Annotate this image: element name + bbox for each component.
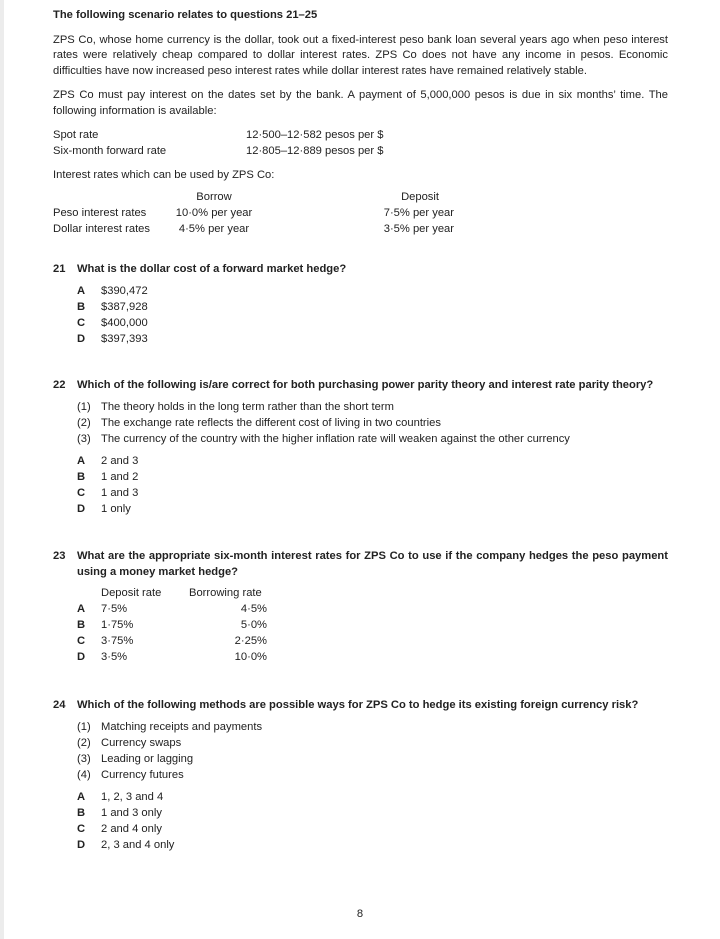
borrow-rate: 4·5% per year	[178, 222, 250, 235]
answer-option-d[interactable]: D 2, 3 and 4 only	[77, 838, 175, 851]
deposit-rate: 3·5% per year	[383, 222, 454, 235]
question-number: 23	[53, 550, 66, 562]
question-text: What are the appropriate six-month interest rates for ZPS Co to use if the company hedges the peso payment using a money market hedge?	[77, 550, 668, 578]
answer-option-d[interactable]: D 1 only	[77, 502, 131, 515]
question-title	[53, 262, 668, 278]
answer-option-a[interactable]: A $390,472	[77, 284, 148, 297]
statement-item: (4) Currency futures	[77, 768, 184, 781]
statement-item: (2) Currency swaps	[77, 736, 182, 749]
rate-value: 12·805–12·889 pesos per $	[246, 145, 384, 157]
answer-option-c[interactable]: C $400,000	[77, 316, 148, 329]
interest-rate-row	[53, 206, 668, 222]
page-left-edge	[0, 0, 4, 939]
answer-option-d[interactable]: D 3·5% 10·0%	[77, 651, 267, 663]
question-number: 21	[53, 263, 66, 275]
deposit-header: Deposit	[401, 190, 439, 203]
answer-option-a[interactable]: A 1, 2, 3 and 4	[77, 790, 164, 803]
question-24	[53, 698, 668, 854]
answer-option-b[interactable]: B 1 and 3 only	[77, 806, 162, 819]
question-title	[53, 549, 668, 580]
rate-value: 12·500–12·582 pesos per $	[246, 129, 384, 141]
answer-option-b[interactable]: B 1·75% 5·0%	[77, 619, 267, 631]
scenario-paragraph-1: ZPS Co, whose home currency is the dollar, took out a fixed-interest peso bank loan several years ago when peso interest rates were relatively cheap compared to dollar interest rates. ZPS Co does not have any income in pesos. Economic difficulties have now increased peso interest rates while dollar interest rates have remained relatively stable.	[53, 33, 668, 77]
answer-option-c[interactable]: C 1 and 3	[77, 486, 139, 499]
question-23	[53, 549, 668, 666]
scenario-paragraph-2: ZPS Co must pay interest on the dates set by the bank. A payment of 5,000,000 pesos is due in six months’ time. The following information is available:	[53, 89, 668, 117]
rates-header-row	[77, 586, 668, 602]
statement-item: (3) Leading or lagging	[77, 752, 194, 765]
scenario-section	[53, 8, 668, 238]
rate-label: Spot rate	[53, 129, 99, 141]
borrow-rate: 10·0% per year	[175, 206, 253, 219]
interest-rates-table	[53, 190, 668, 238]
deposit-rate-header: Deposit rate	[101, 587, 162, 599]
answer-options	[77, 790, 668, 854]
statement-item: (2) The exchange rate reflects the different cost of living in two countries	[77, 416, 441, 429]
deposit-rate: 7·5% per year	[383, 206, 454, 219]
statement-list	[77, 720, 668, 784]
interest-rates-intro: Interest rates which can be used by ZPS Co:	[53, 169, 275, 181]
question-text: Which of the following is/are correct for both purchasing power parity theory and interest rate parity theory?	[77, 379, 654, 391]
page-number: 8	[356, 908, 364, 920]
statement-item: (1) Matching receipts and payments	[77, 720, 263, 733]
interest-rate-row	[53, 222, 668, 238]
statement-list	[77, 400, 668, 448]
interest-rate-label: Peso interest rates	[53, 206, 147, 219]
answer-options	[77, 284, 668, 348]
answer-option-d[interactable]: D $397,393	[77, 332, 148, 345]
borrowing-rate-header: Borrowing rate	[189, 587, 262, 599]
answer-option-b[interactable]: B $387,928	[77, 300, 148, 313]
exchange-rates-table	[53, 128, 668, 160]
question-number: 24	[53, 699, 66, 711]
answer-option-b[interactable]: B 1 and 2	[77, 470, 139, 483]
question-title	[53, 378, 668, 394]
interest-rates-header-row	[53, 190, 668, 206]
answer-options	[77, 454, 668, 518]
statement-item: (1) The theory holds in the long term rather than the short term	[77, 400, 394, 413]
question-22	[53, 378, 668, 518]
interest-rate-label: Dollar interest rates	[53, 222, 150, 235]
answer-option-c[interactable]: C 2 and 4 only	[77, 822, 162, 835]
question-number: 22	[53, 379, 66, 391]
answer-option-a[interactable]: A 7·5% 4·5%	[77, 603, 267, 615]
answer-option-c[interactable]: C 3·75% 2·25%	[77, 635, 267, 647]
exchange-rate-row	[53, 128, 668, 144]
exchange-rate-row	[53, 144, 668, 160]
borrow-header: Borrow	[196, 190, 232, 203]
scenario-heading: The following scenario relates to questions 21–25	[53, 9, 318, 21]
question-text: What is the dollar cost of a forward market hedge?	[77, 263, 347, 275]
question-text: Which of the following methods are possible ways for ZPS Co to hedge its existing foreign currency risk?	[77, 699, 639, 711]
question-21	[53, 262, 668, 348]
rate-label: Six-month forward rate	[53, 145, 167, 157]
question-title	[53, 698, 668, 714]
answer-option-a[interactable]: A 2 and 3	[77, 454, 139, 467]
statement-item: (3) The currency of the country with the higher inflation rate will weaken against the other currency	[77, 432, 570, 445]
